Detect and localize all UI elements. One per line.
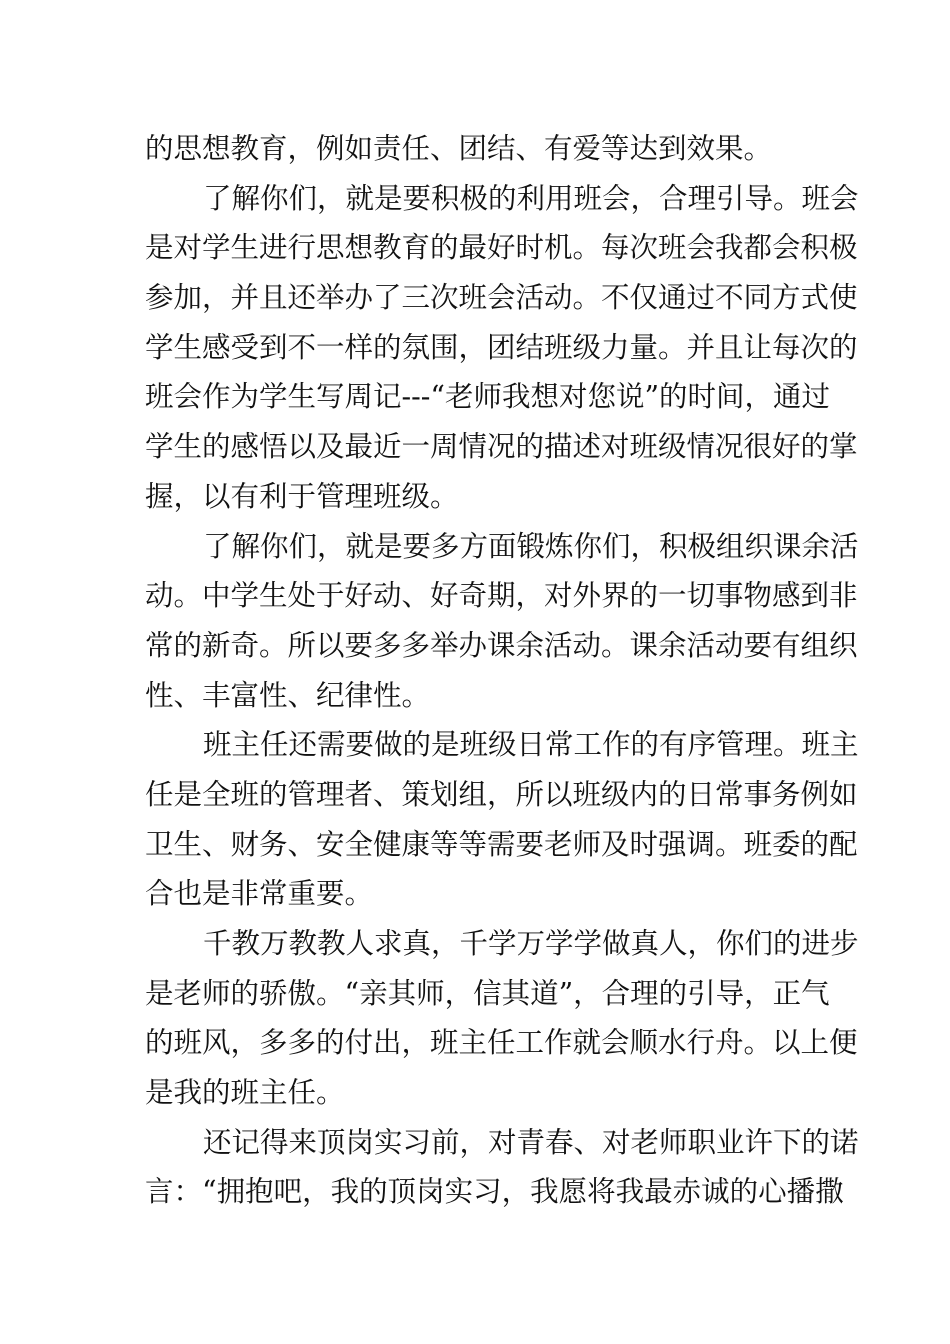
text-line: 的班风，多多的付出，班主任工作就会顺水行舟。以上便 [145,1026,858,1060]
text-line: 言：“拥抱吧，我的顶岗实习，我愿将我最赤诚的心播撒 [145,1175,844,1209]
text-line: 学生的感悟以及最近一周情况的描述对班级情况很好的掌 [145,430,858,464]
paragraph-first-line: 千教万教教人求真，千学万学学做真人，你们的进步 [203,927,859,960]
text-line: 常的新奇。所以要多多举办课余活动。课余活动要有组织 [145,628,858,662]
text-line: 任是全班的管理者、策划组，所以班级内的日常事务例如 [145,777,858,811]
paragraph-first-line: 了解你们，就是要积极的利用班会，合理引导。班会 [203,181,859,215]
text-line: 是对学生进行思想教育的最好时机。每次班会我都会积极 [145,231,858,265]
paragraph-first-line: 了解你们，就是要多方面锻炼你们，积极组织课余活 [203,529,859,563]
text-line: 握，以有利于管理班级。 [145,479,459,513]
text-line: 的思想教育，例如责任、团结、有爱等达到效果。 [145,132,773,165]
text-line: 合也是非常重要。 [145,877,374,911]
text-line: 班会作为学生写周记---“老师我想对您说”的时间，通过 [145,380,831,414]
paragraph-first-line: 还记得来顶岗实习前，对青春、对老师职业许下的诺 [203,1125,859,1159]
text-line: 动。中学生处于好动、好奇期，对外界的一切事物感到非 [145,579,858,613]
body-text [145,124,859,1217]
text-line: 是老师的骄傲。“亲其师，信其道”，合理的引导，正气 [145,976,830,1010]
paragraph-first-line: 班主任还需要做的是班级日常工作的有序管理。班主 [203,728,859,762]
text-line: 是我的班主任。 [145,1076,345,1110]
text-line: 卫生、财务、安全健康等等需要老师及时强调。班委的配 [145,827,858,861]
text-line: 学生感受到不一样的氛围，团结班级力量。并且让每次的 [145,330,858,364]
text-line: 参加，并且还举办了三次班会活动。不仅通过不同方式使 [145,281,858,315]
text-line: 性、丰富性、纪律性。 [145,678,431,712]
